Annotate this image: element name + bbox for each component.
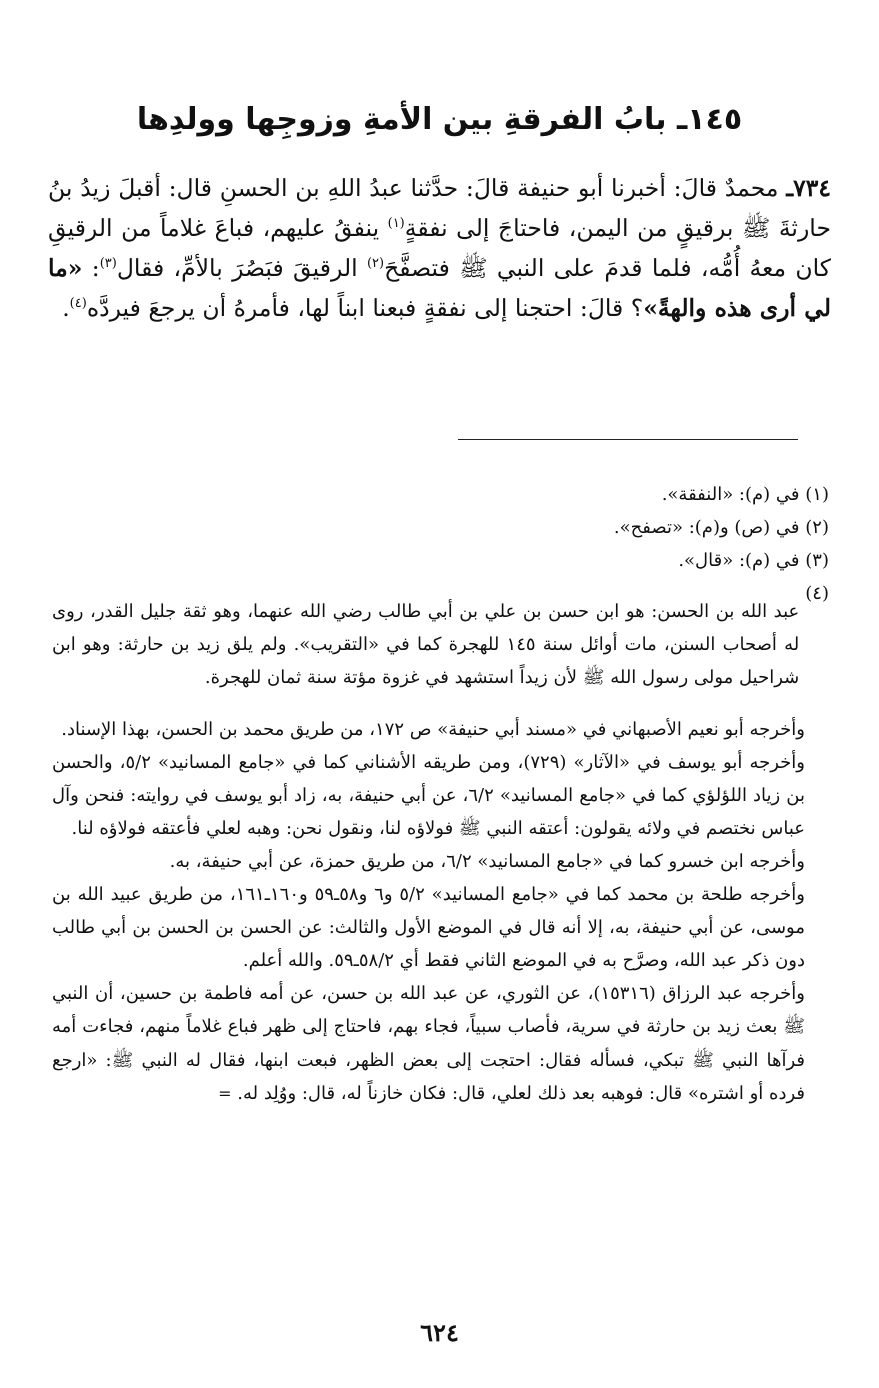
hadith-segment-4: : (82, 254, 100, 282)
footnote-ref-1[interactable]: (١) (387, 216, 405, 232)
footnote-paragraph-ibn-khusraw: وأخرجه ابن خسرو كما في «جامع المسانيد» ٦/٢، من طريق حمزة، عن أبي حنيفة، به. (169, 850, 805, 872)
footnote-3 (52, 544, 829, 577)
hadith-segment-3: الرقيقَ فبَصُرَ بالأمِّ، فقال (116, 254, 367, 282)
footnote-ref-2[interactable]: (٢) (366, 256, 385, 272)
footnotes-section (52, 478, 829, 1110)
footnote-paragraph-abd-al-razzaq (52, 977, 829, 1109)
hadith-number: ٧٣٤ـ (786, 174, 831, 202)
hadith-segment-5: ؟ قالَ: احتجنا إلى نفقةٍ فبعنا ابناً لها، فأمرهُ أن يرجعَ فيردَّه (86, 294, 644, 322)
continuation-mark: = (218, 1083, 232, 1103)
footnote-4-text: عبد الله بن الحسن: هو ابن حسن بن علي بن أبي طالب رضي الله عنهما، وهو ثقة جليل القدر، روى له أصحاب السنن، مات أوائل سنة ١٤٥ للهجرة كما في «التقريب». ولم يلق زيد بن حارثة: وهو ابن شراحيل مولى رسول الله ﷺ لأن زيداً استشهد في غزوة مؤتة سنة ثمان للهجرة. (52, 601, 800, 689)
footnote-3-number: (٣) (805, 550, 829, 572)
footnote-3-text: في (م): «قال». (678, 550, 800, 572)
footnote-paragraph-abu-yusuf: وأخرجه أبو يوسف في «الآثار» (٧٢٩)، ومن طريقه الأشناني كما في «جامع المسانيد» ٥/٢، والحسن بن زياد اللؤلؤي كما في «جامع المسانيد» ٦/٢، عن أبي حنيفة، به، زاد أبو يوسف في روايته: فنحن وآل عباس نختصم في ولائه يقولون: أعتقه النبي ﷺ فولاؤه لنا، ونقول نحن: وهبه لعلي فأعتقه فولاؤه لنا. (52, 751, 805, 839)
footnote-2-text: في (ص) و(م): «تصفح». (613, 517, 800, 539)
chapter-title: ١٤٥ـ بابُ الفرقةِ بين الأمةِ وزوجِها وولدِها (136, 102, 743, 137)
footnote-ref-3[interactable]: (٣) (99, 256, 117, 272)
footnote-paragraph-talha: وأخرجه طلحة بن محمد كما في «جامع المسانيد» ٥/٢ و٦ و٥٨ـ٥٩ و١٦٠ـ١٦١، من طريق عبيد الله بن موسى، عن أبي حنيفة، به، إلا أنه قال في الموضع الأول والثالث: عن الحسن بن الحسن بن أبي طالب دون ذكر عبد الله، وصرَّح به في الموضع الثاني فقط أي ٥٨/٢ـ٥٩. والله أعلم. (52, 884, 805, 972)
hadith-segment-2: ينفقُ عليهم، فباعَ غلاماً من الرقيقِ كان معهُ أُمُّه، فلما قدمَ على النبي ﷺ فتصفَّحَ (48, 214, 831, 282)
hadith-segment-6: . (62, 294, 70, 322)
footnote-4-number: (٤) (805, 583, 829, 605)
footnote-ref-4[interactable]: (٤) (69, 296, 87, 312)
footnote-1-text: في (م): «النفقة». (661, 484, 800, 505)
footnote-paragraph-abd-al-razzaq-text: وأخرجه عبد الرزاق (١٥٣١٦)، عن الثوري، عن عبد الله بن حسن، عن أمه فاطمة بن حسين، أن النبي ﷺ بعث زيد بن حارثة في سرية، فأصاب سبياً، فجاء بهم، فاحتاج إلى ظهر فباع غلاماً منهم، فجاءت أمه فرآها النبي ﷺ تبكي، فسأله فقال: احتجت إلى بعض الظهر، فبعت ابنها، فقال له النبي ﷺ: «ارجع فرده أو اشتره» قال: فوهبه بعد ذلك لعلي، قال: فكان خازناً له، قال: ووُلِد له. (52, 983, 805, 1104)
hadith-text (48, 168, 831, 328)
footnote-paragraph-abu-nuaym: وأخرجه أبو نعيم الأصبهاني في «مسند أبي حنيفة» ص ١٧٢، من طريق محمد بن الحسن، بهذا الإسناد. (61, 718, 805, 740)
footnote-2-number: (٢) (805, 517, 829, 539)
footnote-1-number: (١) (805, 484, 829, 505)
hadith-segment-1: محمدٌ قالَ: أخبرنا أبو حنيفة قالَ: حدَّثنا عبدُ اللهِ بن الحسنِ قال: أقبلَ زيدُ بنُ حارثةَ ﷺ برقيقٍ من اليمن، فاحتاجَ إلى نفقةٍ (48, 174, 831, 242)
footnote-4 (52, 577, 829, 712)
footnote-1 (52, 478, 829, 511)
footnote-divider (458, 439, 798, 440)
prophet-quote: «ما لي أرى هذه والهةً» (48, 254, 831, 322)
footnote-2 (52, 511, 829, 544)
page-number: ٦٢٤ (420, 1318, 459, 1347)
